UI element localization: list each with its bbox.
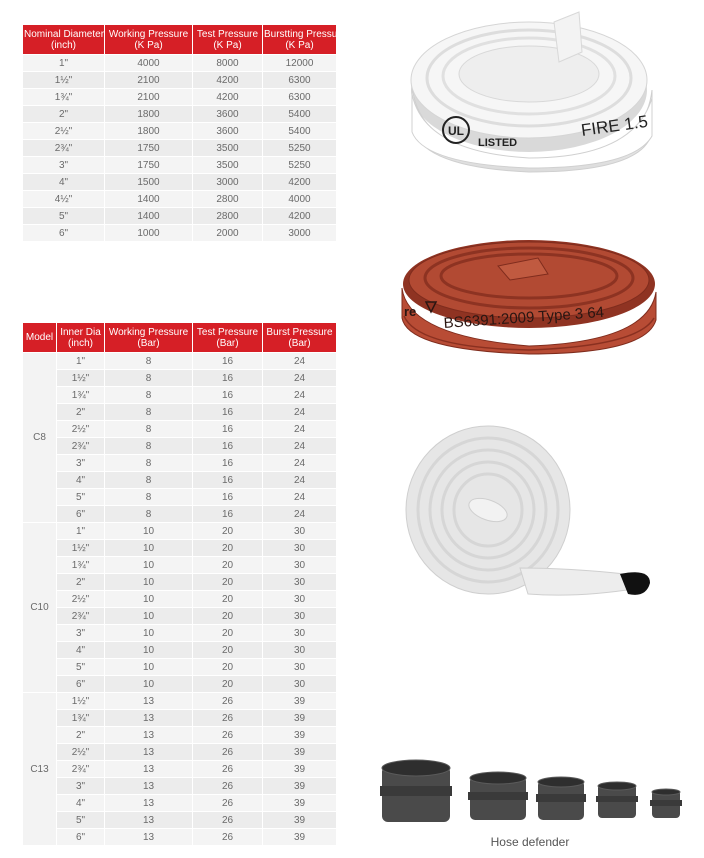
- svg-text:UL: UL: [448, 124, 464, 138]
- table-cell: 20: [193, 540, 263, 557]
- table-cell: 10: [105, 625, 193, 642]
- column-header-title: Burstting Pressure: [264, 28, 347, 40]
- table-cell: 6": [57, 506, 105, 523]
- table-cell: 2100: [105, 72, 193, 89]
- table-cell: 2000: [193, 225, 263, 242]
- column-header: [193, 323, 263, 353]
- table-cell: 8000: [193, 55, 263, 72]
- table-cell: 2¾": [23, 140, 105, 157]
- table-cell: 1¾": [57, 387, 105, 404]
- defender-small: [596, 782, 638, 818]
- column-header-title: Working Pressure: [108, 28, 189, 40]
- table-cell: 16: [193, 489, 263, 506]
- column-header-unit: (K Pa): [213, 39, 242, 51]
- table-cell: 39: [263, 829, 337, 846]
- table-cell: 39: [263, 778, 337, 795]
- table-row: [23, 225, 337, 242]
- table-cell: 4½": [23, 191, 105, 208]
- table-cell: 2": [57, 574, 105, 591]
- column-header-unit: (inch): [67, 337, 93, 349]
- table-cell: 1½": [57, 540, 105, 557]
- table-cell: 10: [105, 540, 193, 557]
- table-cell: 26: [193, 829, 263, 846]
- column-header: [23, 323, 57, 353]
- table-cell: 4": [23, 174, 105, 191]
- table-cell: 2¾": [57, 608, 105, 625]
- kpa-pressure-table: [22, 24, 347, 242]
- column-header-title: Inner Dia: [60, 326, 101, 338]
- table-row: [23, 438, 337, 455]
- table-row: [23, 489, 337, 506]
- table-cell: 13: [105, 744, 193, 761]
- table-cell: 1400: [105, 208, 193, 225]
- table-cell: 26: [193, 812, 263, 829]
- table-cell: 4": [57, 642, 105, 659]
- table-header-row: [23, 25, 337, 55]
- table-cell: 2": [57, 727, 105, 744]
- table-cell: 10: [105, 591, 193, 608]
- column-header-unit: (inch): [50, 39, 76, 51]
- column-header-title: Test Pressure: [196, 326, 259, 338]
- table-cell: 26: [193, 727, 263, 744]
- table-cell: 8: [105, 370, 193, 387]
- table-cell: 26: [193, 744, 263, 761]
- table-cell: 24: [263, 387, 337, 404]
- table-row: [23, 710, 337, 727]
- table-cell: 2½": [57, 421, 105, 438]
- table-cell: 39: [263, 744, 337, 761]
- table-row: [23, 55, 337, 72]
- table-cell: 16: [193, 472, 263, 489]
- column-header: [263, 323, 337, 353]
- table-cell: 5250: [263, 140, 337, 157]
- table-row: [23, 191, 337, 208]
- table-cell: 4200: [193, 89, 263, 106]
- table-cell: 8: [105, 438, 193, 455]
- column-header: [23, 25, 105, 55]
- table-cell: 2½": [57, 591, 105, 608]
- table-cell: 8: [105, 472, 193, 489]
- table-cell: 2½": [23, 123, 105, 140]
- table-cell: 20: [193, 659, 263, 676]
- table-cell: 24: [263, 353, 337, 370]
- table-cell: 3000: [263, 225, 337, 242]
- defender-medium-large: [468, 772, 528, 820]
- table-cell: 2": [23, 106, 105, 123]
- table-cell: 3": [57, 625, 105, 642]
- table-cell: 13: [105, 710, 193, 727]
- table-cell: 1500: [105, 174, 193, 191]
- table-cell: 4": [57, 795, 105, 812]
- table-cell: 30: [263, 523, 337, 540]
- table-cell: 8: [105, 404, 193, 421]
- model-cell: C13: [23, 693, 57, 846]
- table-cell: 16: [193, 404, 263, 421]
- table-row: [23, 123, 337, 140]
- column-header: [105, 323, 193, 353]
- table-cell: 20: [193, 642, 263, 659]
- table-cell: 1800: [105, 106, 193, 123]
- column-header-title: Working Pressure: [108, 326, 189, 338]
- table-cell: 20: [193, 523, 263, 540]
- table-cell: 20: [193, 557, 263, 574]
- table-cell: 20: [193, 625, 263, 642]
- table-row: [23, 387, 337, 404]
- table-cell: 13: [105, 693, 193, 710]
- svg-text:BS6391:2009 Type 3 64: BS6391:2009 Type 3 64: [443, 303, 605, 332]
- table-cell: 3500: [193, 157, 263, 174]
- table-cell: 1750: [105, 157, 193, 174]
- table-row: [23, 778, 337, 795]
- table-row: [23, 106, 337, 123]
- table-cell: 30: [263, 574, 337, 591]
- table-cell: 8: [105, 506, 193, 523]
- table-cell: 13: [105, 812, 193, 829]
- table-row: [23, 421, 337, 438]
- table-cell: 2": [57, 404, 105, 421]
- table-cell: 1800: [105, 123, 193, 140]
- table-cell: 39: [263, 693, 337, 710]
- white-flat-hose-image: [400, 418, 656, 608]
- table-header-row: [23, 323, 337, 353]
- table-cell: 1½": [57, 370, 105, 387]
- table-row: [23, 140, 337, 157]
- table-cell: 13: [105, 778, 193, 795]
- table-row: [23, 353, 337, 370]
- column-header-unit: (Bar): [137, 337, 160, 349]
- table-cell: 13: [105, 795, 193, 812]
- table-cell: 10: [105, 659, 193, 676]
- table-cell: 39: [263, 727, 337, 744]
- defender-large: [380, 760, 452, 822]
- table-cell: 10: [105, 523, 193, 540]
- table-cell: 2800: [193, 208, 263, 225]
- table-row: [23, 812, 337, 829]
- table-row: [23, 676, 337, 693]
- column-header-title: Test Pressure: [196, 28, 259, 40]
- table-cell: 24: [263, 455, 337, 472]
- table-row: [23, 174, 337, 191]
- table-row: [23, 557, 337, 574]
- table-cell: 8: [105, 489, 193, 506]
- table-cell: 6": [57, 829, 105, 846]
- table-cell: 20: [193, 574, 263, 591]
- table-cell: 20: [193, 608, 263, 625]
- table-cell: 1½": [57, 693, 105, 710]
- table-cell: 1750: [105, 140, 193, 157]
- table-cell: 20: [193, 591, 263, 608]
- table-row: [23, 506, 337, 523]
- svg-text:FIRE 1.5: FIRE 1.5: [579, 111, 649, 140]
- table-row: [23, 89, 337, 106]
- model-cell: C8: [23, 353, 57, 523]
- table-cell: 6300: [263, 89, 337, 106]
- table-cell: 1000: [105, 225, 193, 242]
- white-fire-hose-image: [404, 12, 659, 177]
- table-cell: 1": [57, 523, 105, 540]
- svg-text:LISTED: LISTED: [478, 137, 518, 149]
- table-cell: 26: [193, 710, 263, 727]
- table-cell: 24: [263, 438, 337, 455]
- table-cell: 4200: [193, 72, 263, 89]
- table-cell: 4": [57, 472, 105, 489]
- defender-extra-small: [650, 789, 682, 818]
- table-cell: 16: [193, 370, 263, 387]
- table-cell: 16: [193, 387, 263, 404]
- table-cell: 2100: [105, 89, 193, 106]
- table-cell: 5400: [263, 106, 337, 123]
- table-cell: 5": [23, 208, 105, 225]
- hose-defender-caption: Hose defender: [490, 835, 570, 849]
- table-row: [23, 523, 337, 540]
- column-header-unit: (K Pa): [285, 39, 314, 51]
- table-cell: 3600: [193, 123, 263, 140]
- column-header-title: Burst Pressure: [266, 326, 333, 338]
- table-cell: 30: [263, 659, 337, 676]
- table-cell: 13: [105, 829, 193, 846]
- table-row: [23, 157, 337, 174]
- table-cell: 1400: [105, 191, 193, 208]
- table-cell: 39: [263, 710, 337, 727]
- table-row: [23, 72, 337, 89]
- table-cell: 24: [263, 489, 337, 506]
- table-row: [23, 761, 337, 778]
- table-cell: 16: [193, 438, 263, 455]
- table-cell: 1¾": [57, 557, 105, 574]
- table-cell: 5": [57, 489, 105, 506]
- table-cell: 6": [57, 676, 105, 693]
- table-cell: 39: [263, 795, 337, 812]
- table-cell: 13: [105, 761, 193, 778]
- table-cell: 2¾": [57, 438, 105, 455]
- table-cell: 24: [263, 404, 337, 421]
- table-cell: 1¾": [57, 710, 105, 727]
- table-cell: 2¾": [57, 761, 105, 778]
- table-cell: 1½": [23, 72, 105, 89]
- model-cell: C10: [23, 523, 57, 693]
- column-header: [57, 323, 105, 353]
- table-cell: 30: [263, 591, 337, 608]
- table-cell: 24: [263, 370, 337, 387]
- table-cell: 10: [105, 557, 193, 574]
- table-cell: 8: [105, 387, 193, 404]
- table-row: [23, 744, 337, 761]
- table-cell: 10: [105, 642, 193, 659]
- table-cell: 24: [263, 506, 337, 523]
- table-row: [23, 404, 337, 421]
- table-cell: 24: [263, 472, 337, 489]
- column-header-title: Nominal Diameter: [24, 28, 105, 40]
- table-row: [23, 608, 337, 625]
- table-row: [23, 795, 337, 812]
- table-cell: 13: [105, 727, 193, 744]
- table-cell: 4200: [263, 174, 337, 191]
- table-cell: 26: [193, 795, 263, 812]
- table-row: [23, 642, 337, 659]
- table-row: [23, 370, 337, 387]
- table-cell: 8: [105, 455, 193, 472]
- column-header: [263, 25, 347, 55]
- table-cell: 39: [263, 812, 337, 829]
- table-row: [23, 574, 337, 591]
- table-cell: 4200: [263, 208, 337, 225]
- table-cell: 5": [57, 659, 105, 676]
- table-cell: 5250: [263, 157, 337, 174]
- table-cell: 3": [23, 157, 105, 174]
- table-cell: 1": [23, 55, 105, 72]
- column-header-unit: (Bar): [288, 337, 311, 349]
- bar-pressure-table: [22, 322, 337, 846]
- svg-text:re: re: [404, 304, 417, 319]
- table-cell: 30: [263, 625, 337, 642]
- table-row: [23, 591, 337, 608]
- table-cell: 5": [57, 812, 105, 829]
- table-cell: 12000: [263, 55, 337, 72]
- table-cell: 6": [23, 225, 105, 242]
- column-header-unit: (K Pa): [134, 39, 163, 51]
- table-row: [23, 727, 337, 744]
- column-header: [105, 25, 193, 55]
- table-cell: 4000: [105, 55, 193, 72]
- table-cell: 30: [263, 540, 337, 557]
- hose-defender-image: [378, 756, 684, 834]
- table-row: [23, 625, 337, 642]
- table-row: [23, 455, 337, 472]
- table-cell: 6300: [263, 72, 337, 89]
- table-cell: 3": [57, 455, 105, 472]
- table-cell: 10: [105, 676, 193, 693]
- table-cell: 24: [263, 421, 337, 438]
- column-header-title: Model: [25, 332, 54, 343]
- table-cell: 3000: [193, 174, 263, 191]
- table-row: [23, 540, 337, 557]
- table-row: [23, 829, 337, 846]
- table-row: [23, 659, 337, 676]
- table-cell: 3": [57, 778, 105, 795]
- table-cell: 5400: [263, 123, 337, 140]
- table-cell: 1": [57, 353, 105, 370]
- table-cell: 16: [193, 455, 263, 472]
- table-row: [23, 472, 337, 489]
- table-cell: 10: [105, 608, 193, 625]
- table-cell: 30: [263, 642, 337, 659]
- table-cell: 16: [193, 421, 263, 438]
- table-cell: 2½": [57, 744, 105, 761]
- table-cell: 26: [193, 693, 263, 710]
- table-cell: 3500: [193, 140, 263, 157]
- table-cell: 2800: [193, 191, 263, 208]
- red-fire-hose-image: [398, 236, 660, 356]
- table-cell: 4000: [263, 191, 337, 208]
- table-row: [23, 208, 337, 225]
- table-cell: 3600: [193, 106, 263, 123]
- table-cell: 8: [105, 353, 193, 370]
- table-cell: 30: [263, 676, 337, 693]
- table-row: [23, 693, 337, 710]
- table-cell: 10: [105, 574, 193, 591]
- table-cell: 30: [263, 608, 337, 625]
- table-cell: 26: [193, 761, 263, 778]
- table-cell: 1¾": [23, 89, 105, 106]
- table-cell: 8: [105, 421, 193, 438]
- defender-medium: [536, 777, 586, 820]
- table-cell: 16: [193, 353, 263, 370]
- column-header-unit: (Bar): [216, 337, 239, 349]
- table-cell: 26: [193, 778, 263, 795]
- table-cell: 20: [193, 676, 263, 693]
- table-cell: 39: [263, 761, 337, 778]
- table-cell: 30: [263, 557, 337, 574]
- table-cell: 16: [193, 506, 263, 523]
- column-header: [193, 25, 263, 55]
